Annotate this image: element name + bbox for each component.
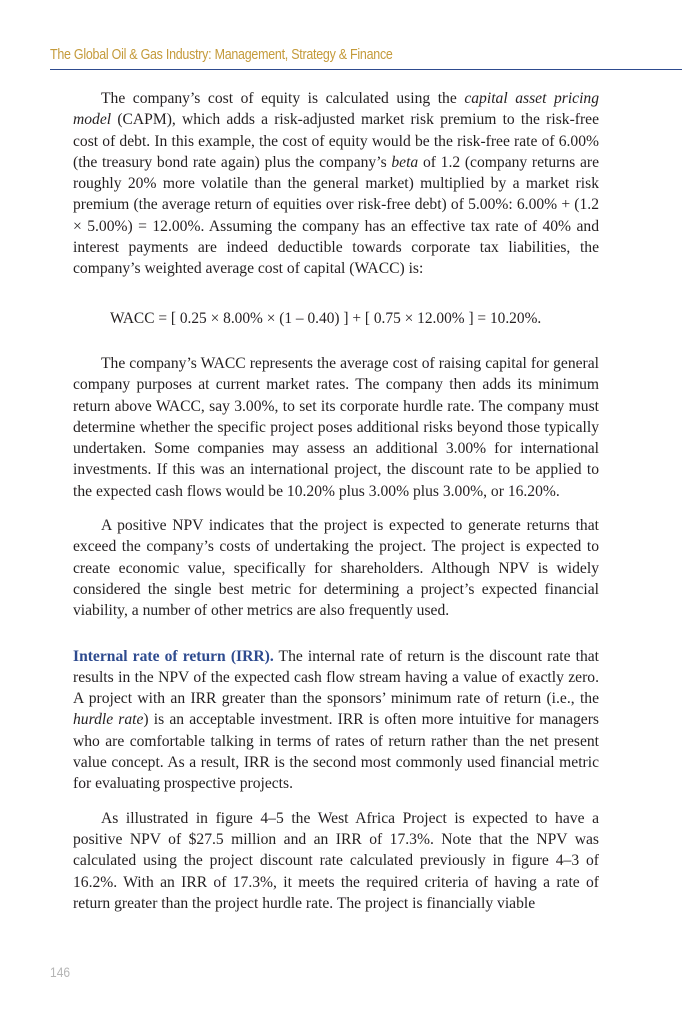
- paragraph-cost-of-equity: [73, 88, 599, 280]
- page-number: 146: [50, 964, 71, 980]
- page-body: [73, 88, 599, 914]
- text-run: The company’s cost of equity is calculated using the: [101, 90, 465, 107]
- text-run: ) is an acceptable investment. IRR is often more intuitive for managers who are comfortable talking in terms of rates of return rather than the net present value concept. As a result, IRR is the second most commonly used financial metric for evaluating prospective projects.: [73, 711, 599, 793]
- wacc-equation: WACC = [ 0.25 × 8.00% × (1 – 0.40) ] + [ 0.75 × 12.00% ] = 10.20%.: [110, 309, 542, 327]
- italic-term: capital asset pricing model: [73, 90, 599, 129]
- paragraph-wacc: The company’s WACC represents the average cost of raising capital for general company purposes at current market rates. The company then adds its minimum return above WACC, say 3.00%, to set its corporate hurdle rate. The company must determine whether the specific project poses additional risks beyond those typically undertaken. Some companies may assess an additional 3.00% for international investments. If this was an international project, the discount rate to be applied to the expected cash flows would be 10.20% plus 3.00% plus 3.00%, or 16.20%.: [73, 354, 599, 500]
- paragraph-west-africa: As illustrated in figure 4–5 the West Africa Project is expected to have a positive NPV of $27.5 million and an IRR of 17.3%. Note that the NPV was calculated using the project discount rate calculated previously in figure 4–3 of 16.2%. With an IRR of 17.3%, it meets the required criteria of having a rate of return greater than the project hurdle rate. The project is financially viable: [73, 809, 599, 912]
- italic-term: hurdle rate: [73, 711, 144, 729]
- text-run: of 1.2 (company returns are roughly 20% more volatile than the general market) multiplied by a market risk premium (the average return of equities over risk-free debt) of 5.00%: 6.00% + (1.2 × 5.00%) = 12.00%. Assuming the company has an effective tax rate of 40% and interest payments are indeed deductible towards corporate tax liabilities, the company’s weighted average cost of capital (WACC) is:: [73, 153, 599, 278]
- text-run: (CAPM), which adds a risk-adjusted market risk premium to the risk-free cost of debt. In this example, the cost of equity would be the risk-free rate of 6.00% (the treasury bond rate again) plus the company’s: [73, 111, 599, 171]
- italic-term: beta: [391, 153, 419, 171]
- section-heading: Internal rate of return (IRR).: [73, 647, 274, 665]
- header-rule: [50, 69, 682, 70]
- paragraph-npv: A positive NPV indicates that the project is expected to generate returns that exceed the company’s costs of undertaking the project. The project is expected to create economic value, specifically for shareholders. Although NPV is widely considered the single best metric for determining a project’s expected financial viability, a number of other metrics are also frequently used.: [73, 517, 599, 620]
- paragraph-irr: [73, 646, 599, 795]
- text-run: The internal rate of return is the discount rate that results in the NPV of the expected cash flow stream having a value of exactly zero. A project with an IRR greater than the sponsors’ minimum rate of return (i.e., the: [73, 647, 599, 708]
- running-head: The Global Oil & Gas Industry: Management, Strategy & Finance: [50, 47, 393, 63]
